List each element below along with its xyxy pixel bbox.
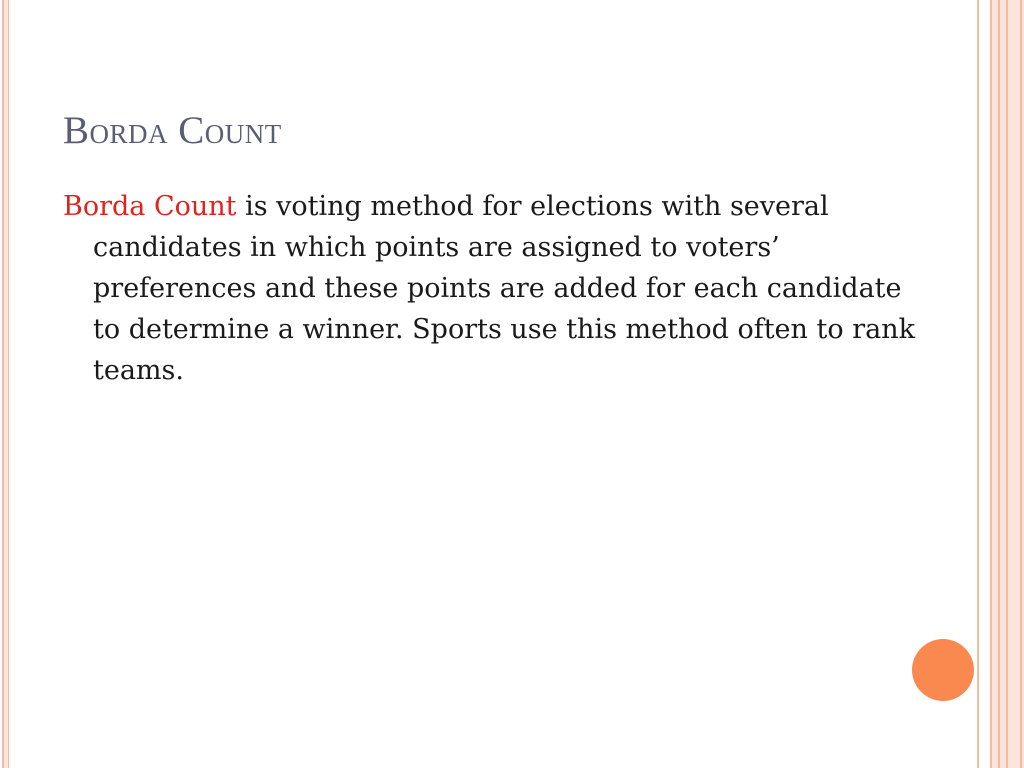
left-decorative-border <box>0 0 10 768</box>
right-decorative-border <box>976 0 1024 768</box>
definition-text: is voting method for elections with several candidates in which points are assigned to voters’ preferences and these points are added for each candidate to determine a winner. Sports use this method often to rank teams. <box>93 191 915 386</box>
orange-circle-icon <box>912 639 974 701</box>
highlighted-term: Borda Count <box>63 191 237 222</box>
slide-body-text <box>63 186 923 391</box>
slide-title: Borda Count <box>63 109 282 152</box>
